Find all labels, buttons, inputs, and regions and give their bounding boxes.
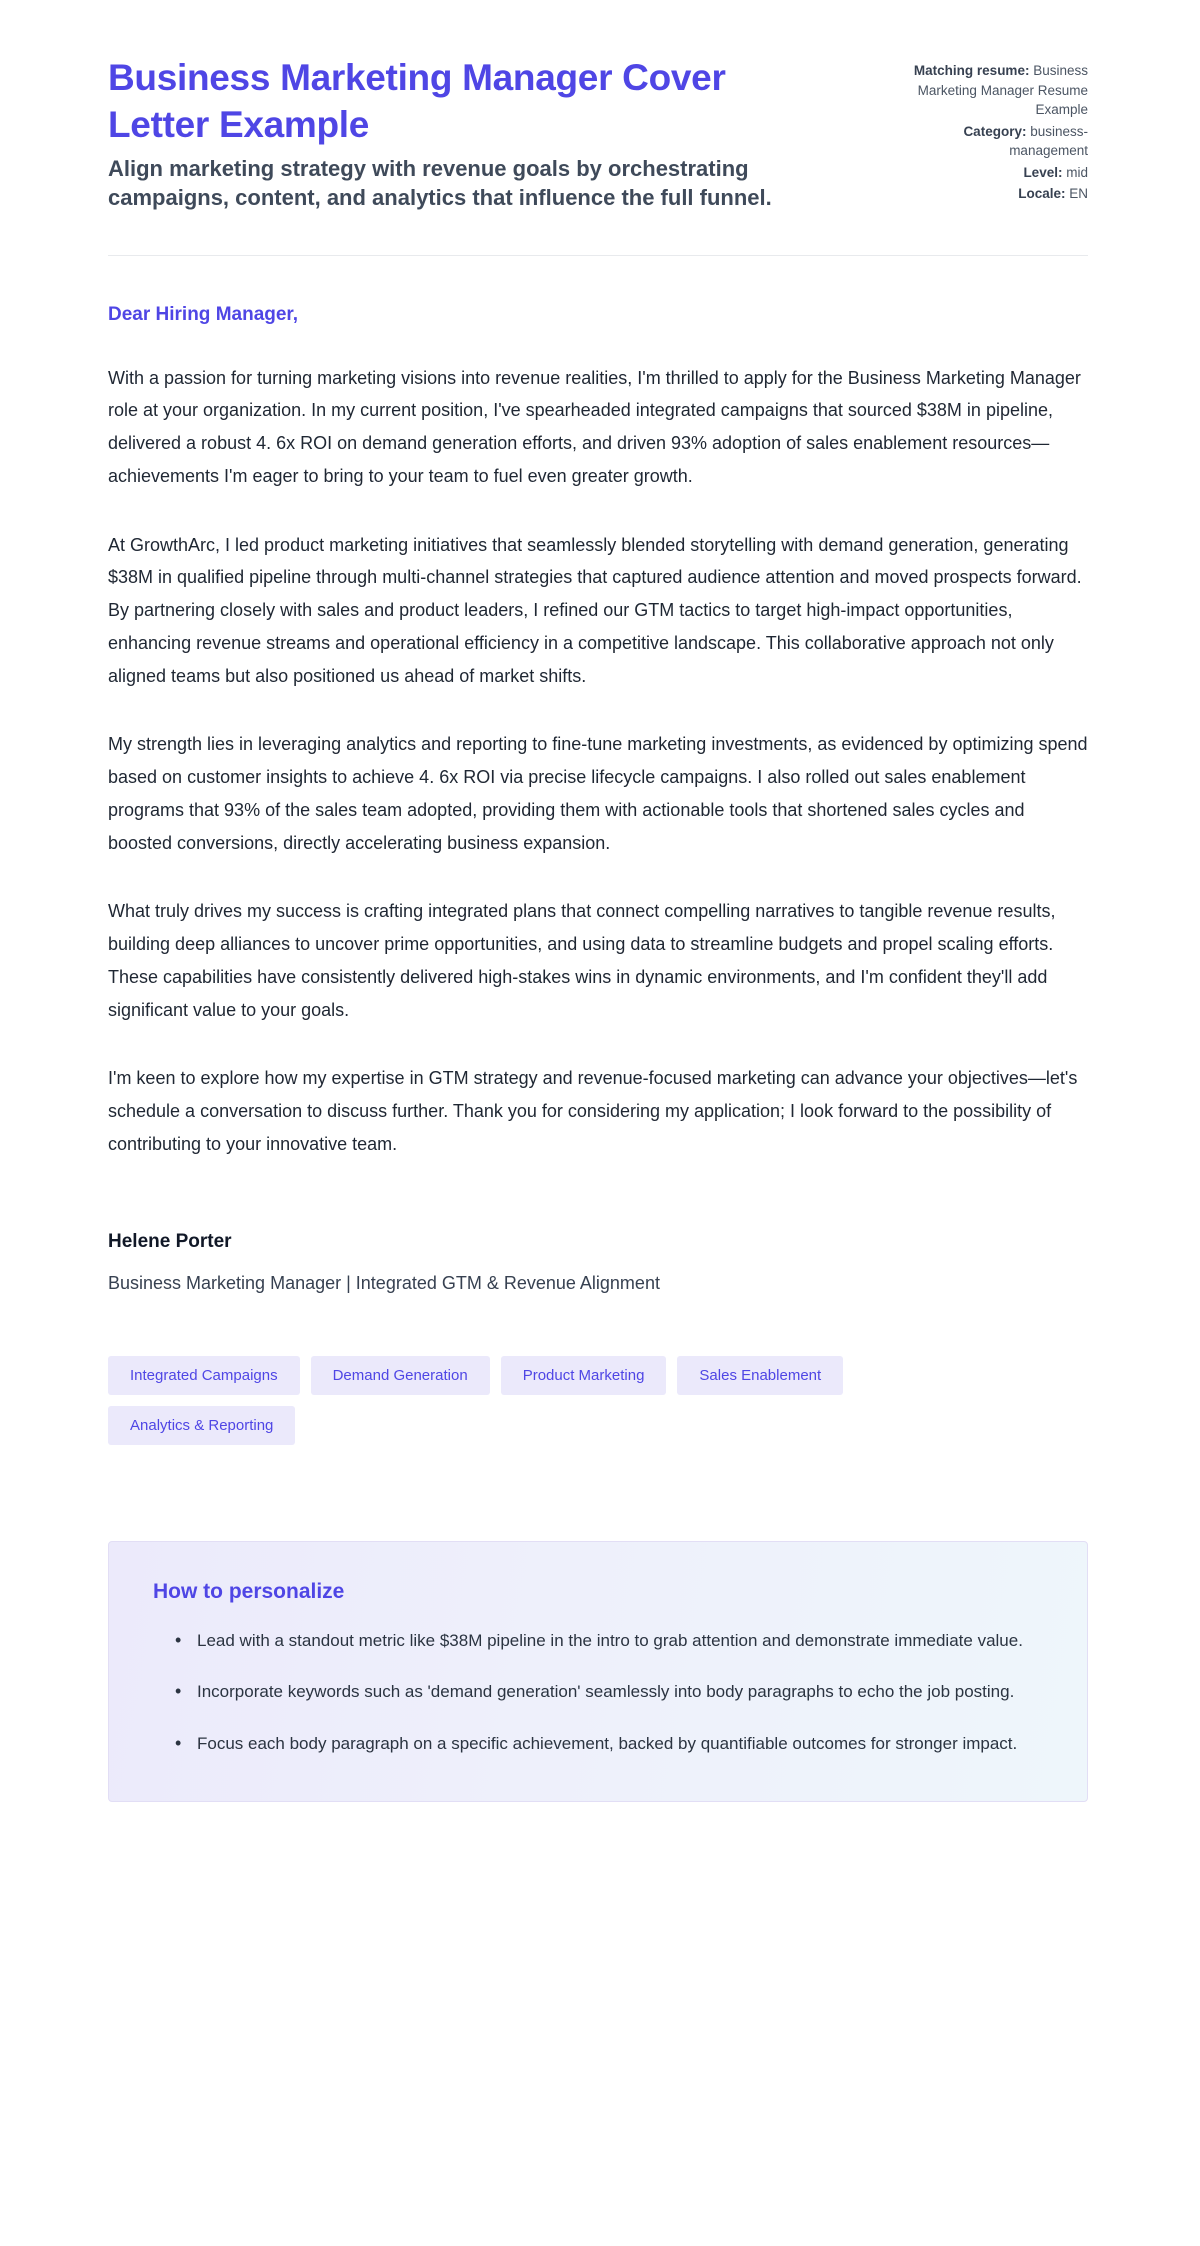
- page-header: [0, 0, 1200, 213]
- meta-locale: [906, 184, 1088, 204]
- skill-tag[interactable]: Sales Enablement: [677, 1356, 843, 1395]
- page-title: Business Marketing Manager Cover Letter Example: [108, 57, 726, 145]
- meta-category-label: Category:: [963, 123, 1027, 139]
- page-subtitle: Align marketing strategy with revenue goals by orchestrating campaigns, content, and analytics that influence the full funnel.: [108, 156, 772, 211]
- meta-matching-resume-value: Business Marketing Manager Resume Example: [917, 63, 1088, 118]
- header-divider: [108, 255, 1088, 256]
- body-paragraph: At GrowthArc, I led product marketing initiatives that seamlessly blended storytelling with demand generation, generating $38M in qualified pipeline through multi-channel strategies that captured audience attention and moved prospects forward. By partnering closely with sales and product leaders, I refined our GTM tactics to target high-impact opportunities, enhancing revenue streams and operational efficiency in a competitive landscape. This collaborative approach not only aligned teams but also positioned us ahead of market shifts.: [108, 534, 1082, 686]
- meta-matching-resume: [906, 61, 1088, 120]
- meta-level-value: mid: [1066, 164, 1088, 180]
- meta-locale-label: Locale:: [1018, 186, 1066, 202]
- body-paragraph: What truly drives my success is crafting integrated plans that connect compelling narratives to tangible revenue results, building deep alliances to uncover prime opportunities, and using data to streamline budgets and propel scaling efforts. These capabilities have consistently delivered high-stakes wins in dynamic environments, and I'm confident they'll add significant value to your goals.: [108, 901, 1056, 1020]
- meta-matching-resume-label: Matching resume:: [913, 63, 1030, 78]
- skill-tag-list: [0, 1356, 1050, 1445]
- panel-title: How to personalize: [153, 1579, 345, 1603]
- how-to-personalize-panel: [108, 1541, 1088, 1802]
- salutation: Dear Hiring Manager,: [108, 303, 299, 325]
- signature-role: Business Marketing Manager | Integrated GTM & Revenue Alignment: [108, 1272, 660, 1293]
- skill-tag[interactable]: Integrated Campaigns: [108, 1356, 300, 1395]
- skill-tag[interactable]: Demand Generation: [311, 1356, 490, 1395]
- header-title-block: [108, 55, 828, 213]
- cover-letter-body: [0, 304, 1200, 1161]
- personalize-tip: • Lead with a standout metric like $38M pipeline in the intro to grab attention and demonstrate immediate value.: [175, 1626, 1043, 1656]
- body-paragraph: With a passion for turning marketing visions into revenue realities, I'm thrilled to apply for the Business Marketing Manager role at your organization. In my current position, I've spearheaded integrated campaigns that sourced $38M in pipeline, delivered a robust 4. 6x ROI on demand generation efforts, and driven 93% adoption of sales enablement resources—achievements I'm eager to bring to your team to fuel even greater growth.: [108, 367, 1081, 486]
- signature-name: Helene Porter: [108, 1230, 232, 1252]
- signature-block: [0, 1231, 1200, 1294]
- document-metadata: [906, 55, 1088, 206]
- skill-tag[interactable]: Product Marketing: [501, 1356, 667, 1395]
- body-paragraph: My strength lies in leveraging analytics and reporting to fine-tune marketing investments, as evidenced by optimizing spend based on customer insights to achieve 4. 6x ROI via precise lifecycle campaigns. I also rolled out sales enablement programs that 93% of the sales team adopted, providing them with actionable tools that shortened sales cycles and boosted conversions, directly accelerating business expansion.: [108, 734, 1088, 853]
- body-paragraph: I'm keen to explore how my expertise in GTM strategy and revenue-focused marketing can advance your objectives—let's schedule a conversation to discuss further. Thank you for considering my application; I look forward to the possibility of contributing to your innovative team.: [108, 1068, 1078, 1154]
- meta-level-label: Level:: [1023, 164, 1063, 180]
- personalize-tip-list: [153, 1626, 1043, 1759]
- skill-tag[interactable]: Analytics & Reporting: [108, 1406, 295, 1445]
- meta-level: [906, 163, 1088, 183]
- meta-category-value: business-management: [1009, 123, 1088, 159]
- personalize-tip: • Focus each body paragraph on a specific achievement, backed by quantifiable outcomes for stronger impact.: [175, 1729, 1043, 1759]
- personalize-tip: • Incorporate keywords such as 'demand generation' seamlessly into body paragraphs to echo the job posting.: [175, 1677, 1043, 1707]
- meta-locale-value: EN: [1069, 186, 1088, 202]
- meta-category: [906, 122, 1088, 161]
